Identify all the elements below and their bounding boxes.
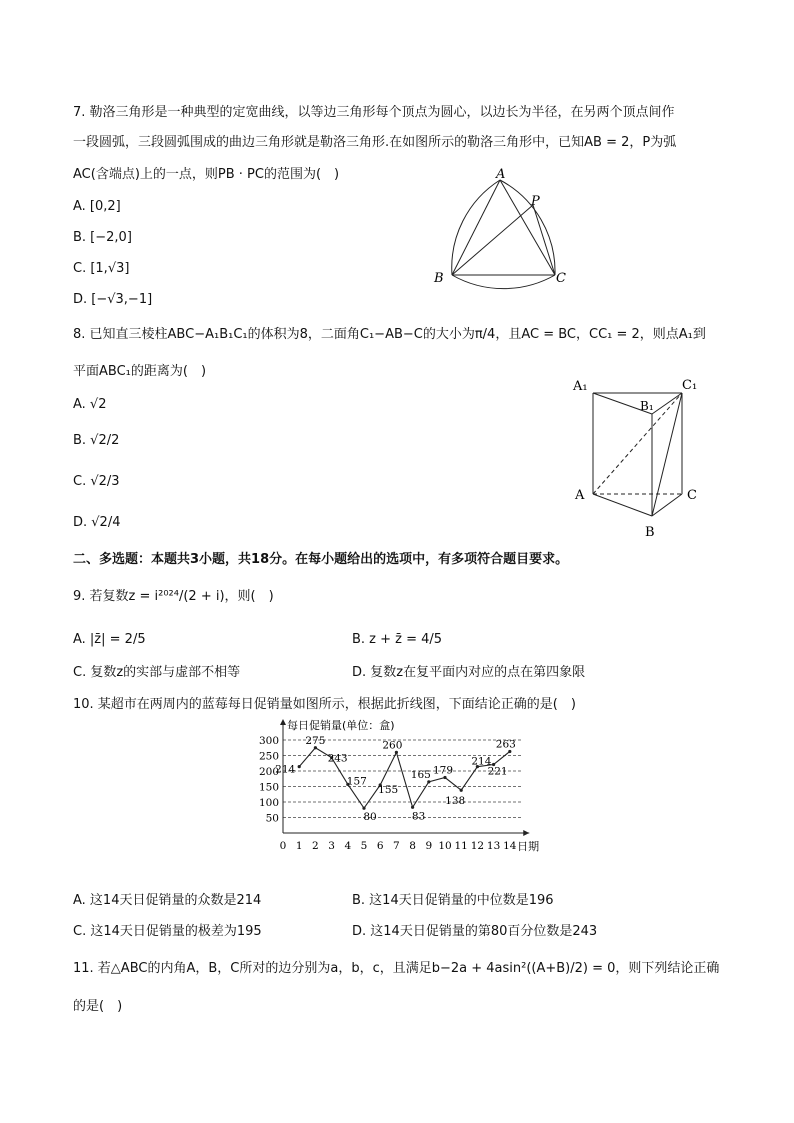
x-tick-label: 11 <box>454 840 468 852</box>
segment-pc <box>533 205 555 275</box>
x-tick-label: 2 <box>312 840 319 852</box>
label-b: B <box>645 525 655 540</box>
data-point <box>460 789 463 792</box>
label-b1: B₁ <box>640 399 654 413</box>
x-tick-label: 5 <box>360 840 368 852</box>
q8-option-d: D. √2/4 <box>73 515 121 530</box>
q8-stem-line2: 平面ABC₁的距离为( ) <box>73 364 207 379</box>
q7-stem-line3: AC(含端点)上的一点，则PB · PC的范围为( ) <box>73 167 340 182</box>
y-tick-label: 50 <box>265 812 279 825</box>
q9-option-a: A. |z̄| = 2/5 <box>73 632 146 647</box>
label-p: P <box>531 194 540 209</box>
prism-figure <box>565 370 715 545</box>
data-label: 221 <box>487 765 508 778</box>
q7-option-c: C. [1,√3] <box>73 261 130 276</box>
x-tick-label: 0 <box>279 840 287 852</box>
q8-option-c: C. √2/3 <box>73 474 120 489</box>
data-label: 138 <box>445 795 466 808</box>
y-tick-label: 100 <box>258 797 279 809</box>
y-tick-label: 200 <box>258 766 279 778</box>
q7-option-d: D. [−√3,−1] <box>73 292 153 307</box>
segment-ac1-hidden <box>593 393 682 494</box>
x-tick-label: 4 <box>344 840 352 852</box>
data-label: 179 <box>432 764 454 777</box>
segment-bp <box>452 205 533 275</box>
label-c: C <box>556 271 566 286</box>
data-point <box>411 806 414 809</box>
q7-stem-line2: 一段圆弧，三段圆弧围成的曲边三角形就是勒洛三角形.在如图所示的勒洛三角形中，已知AB = 2，P为弧 <box>73 135 677 150</box>
q9-option-b: B. z + z̄ = 4/5 <box>352 632 443 647</box>
q10-option-d: D. 这14天日促销量的第80百分位数是243 <box>352 924 598 939</box>
y-axis-arrow <box>280 719 286 725</box>
q7-option-b: B. [−2,0] <box>73 230 132 245</box>
x-tick-label: 1 <box>295 840 303 852</box>
x-tick-label: 3 <box>328 840 335 852</box>
chart-title: 每日促销量(单位：盒) <box>287 719 395 732</box>
data-label: 263 <box>495 738 516 751</box>
q10-option-a: A. 这14天日促销量的众数是214 <box>73 893 262 908</box>
y-tick-label: 300 <box>258 735 279 747</box>
x-axis-label: 日期 <box>517 840 540 853</box>
segment-ab <box>452 180 500 275</box>
q10-option-c: C. 这14天日促销量的极差为195 <box>73 924 262 939</box>
x-tick-label: 10 <box>438 840 452 852</box>
label-b: B <box>434 271 444 286</box>
q8-option-a: A. √2 <box>73 397 107 412</box>
y-tick-label: 150 <box>258 781 279 794</box>
q8-option-b: B. √2/2 <box>73 433 120 448</box>
data-label: 243 <box>327 752 348 765</box>
section2-title: 二、多选题：本题共3小题，共18分。在每小题给出的选项中，有多项符合题目要求。 <box>73 552 569 567</box>
edge-ab <box>593 494 652 516</box>
label-a: A <box>575 488 585 503</box>
q9-option-c: C. 复数z的实部与虚部不相等 <box>73 665 241 680</box>
segment-ac <box>500 180 555 275</box>
data-label: 214 <box>275 763 296 776</box>
data-label: 155 <box>378 783 399 796</box>
label-c: C <box>687 488 697 503</box>
q10-stem: 10. 某超市在两周内的蓝莓每日促销量如图所示，根据此折线图，下面结论正确的是( ) <box>73 697 576 712</box>
data-label: 260 <box>382 739 403 752</box>
q9-stem: 9. 若复数z = i²⁰²⁴/(2 + i)，则( ) <box>73 589 274 604</box>
data-label: 214 <box>471 755 492 768</box>
q11-stem-line2: 的是( ) <box>73 999 123 1014</box>
x-tick-label: 9 <box>425 840 433 852</box>
q9-option-d: D. 复数z在复平面内对应的点在第四象限 <box>352 665 586 680</box>
x-tick-label: 6 <box>376 840 384 852</box>
data-label: 83 <box>411 810 426 823</box>
reuleaux-triangle-figure <box>425 165 585 295</box>
label-a1: A₁ <box>573 379 588 394</box>
q11-stem-line1: 11. 若△ABC的内角A，B，C所对的边分别为a，b，c，且满足b−2a + 4asin²((A+B)/2) = 0，则下列结论正确 <box>73 961 720 976</box>
x-tick-label: 12 <box>470 840 485 852</box>
x-tick-label: 13 <box>486 840 501 852</box>
data-label: 275 <box>305 734 326 747</box>
q7-option-a: A. [0,2] <box>73 199 121 214</box>
x-axis-arrow <box>523 830 529 836</box>
data-point <box>362 807 365 810</box>
data-point <box>298 765 301 768</box>
q8-stem-line1: 8. 已知直三棱柱ABC−A₁B₁C₁的体积为8，二面角C₁−AB−C的大小为π/4，且AC = BC，CC₁ = 2，则点A₁到 <box>73 327 706 342</box>
x-tick-label: 14 <box>503 840 517 852</box>
y-tick-label: 250 <box>258 750 279 763</box>
arc-bc <box>452 275 555 289</box>
data-label: 165 <box>410 768 431 781</box>
x-tick-label: 7 <box>393 840 400 852</box>
x-tick-label: 8 <box>409 840 416 852</box>
q10-option-b: B. 这14天日促销量的中位数是196 <box>352 893 554 908</box>
q7-stem-line1: 7. 勒洛三角形是一种典型的定宽曲线，以等边三角形每个顶点为圆心，以边长为半径，在另两个顶点间作 <box>73 105 675 120</box>
data-label: 157 <box>346 775 367 788</box>
promotion-line-chart <box>255 715 545 860</box>
label-a: A <box>496 167 506 182</box>
data-label: 80 <box>363 811 377 824</box>
label-c1: C₁ <box>682 378 698 393</box>
